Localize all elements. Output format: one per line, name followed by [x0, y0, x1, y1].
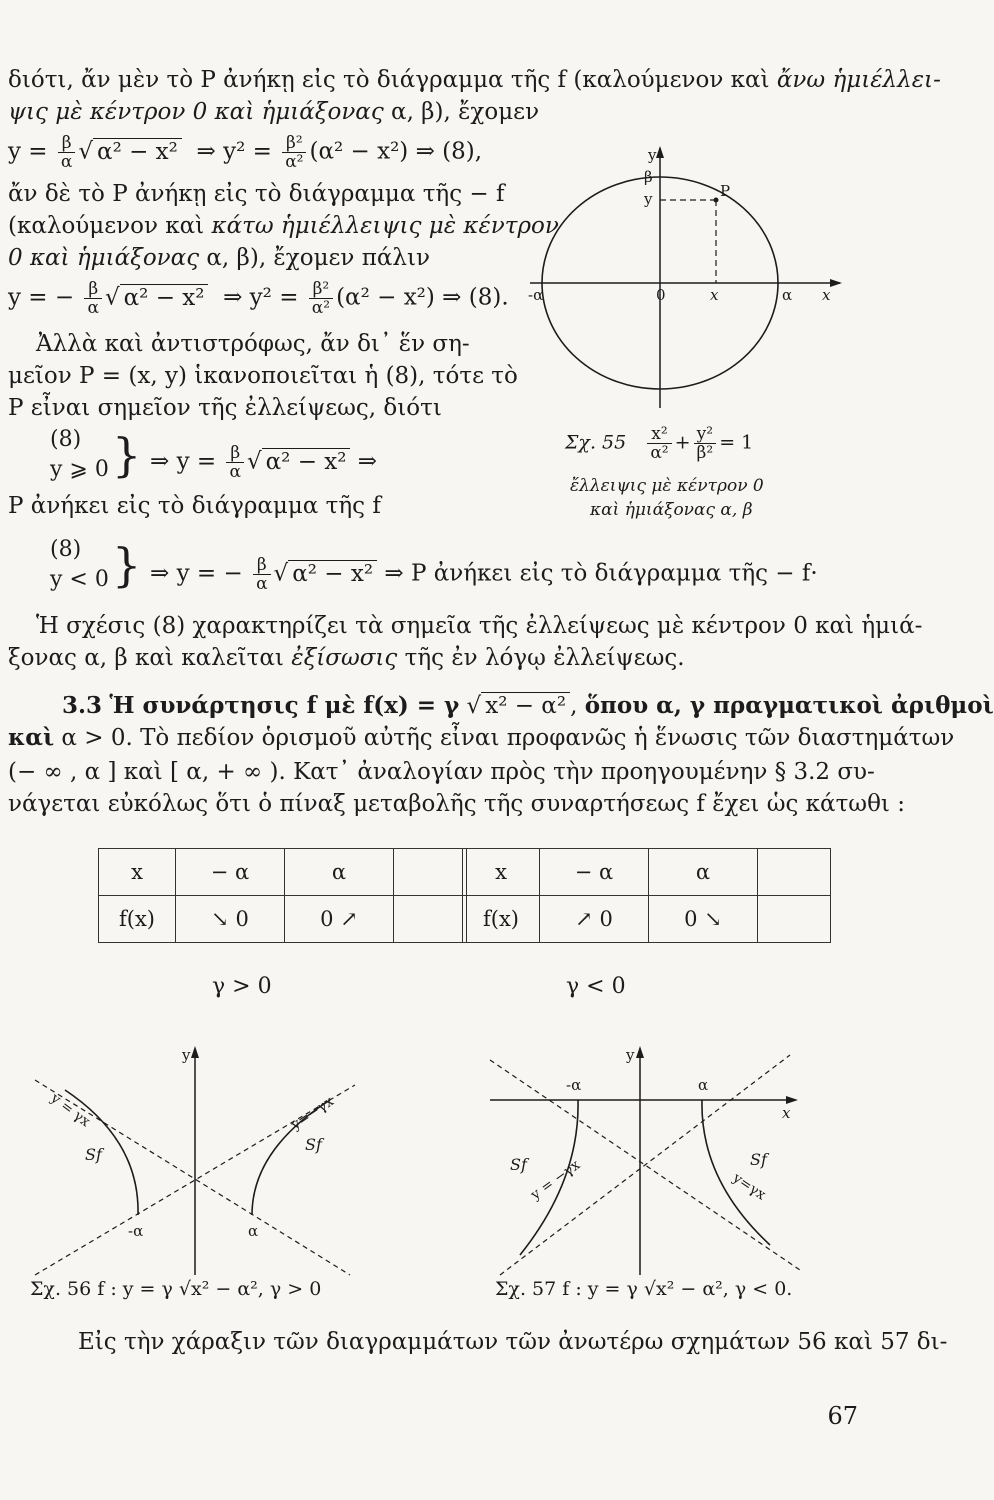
text-line: P ἀνήκει εἰς τὸ διάγραμμα τῆς f — [8, 493, 381, 519]
label-line1: y = γx — [47, 1090, 94, 1131]
text-line: 0 καὶ ἡμιάξονας α, β), ἔχομεν πάλιν — [8, 245, 430, 271]
figure-57-caption: Σχ. 57 f : y = γ √x² − α², γ < 0. — [495, 1278, 793, 1300]
figure-56 — [20, 1040, 380, 1280]
label-alpha: α — [248, 1222, 259, 1240]
label-alpha: α — [698, 1076, 709, 1094]
table-cell: α — [285, 849, 394, 896]
table-cell: ↗ 0 — [540, 896, 649, 943]
figure-55-caption: Σχ. 55 $\frac{\text{x²}}{\text{α²}}$ + $\frac{\text{y²}}{\text{β²}}$ = 1 — [565, 424, 754, 463]
label-line2: y=−γx — [288, 1093, 337, 1134]
label-line2: y=γx — [729, 1170, 769, 1204]
label-y: y — [648, 146, 657, 164]
label-minus-alpha: -α — [128, 1222, 144, 1240]
x-axis-arrow — [830, 279, 842, 287]
section-heading: 3.3 Ἡ συνάρτησις f μὲ f(x) = γ √ x² − α² , ὅπου α, γ πραγματικοὶ ἀριθμοὶ — [62, 692, 994, 719]
point-P — [714, 198, 719, 203]
table-cell: − α — [540, 849, 649, 896]
label-Sf-left: Sf — [510, 1155, 527, 1174]
label-x: x — [782, 1104, 791, 1122]
table-cell — [394, 896, 467, 943]
page-number: 67 — [827, 1402, 858, 1430]
table-cell: x — [99, 849, 176, 896]
table-cell: α — [649, 849, 758, 896]
label-y: y — [626, 1046, 635, 1064]
label-ycoord: y — [644, 190, 653, 208]
equation-2: y = − $\frac{\beta}{\alpha}$ √ α² − x² ⇒ y² = $\frac{\text{β²}}{\text{α²}}$ (α² − x²) ⇒ (8). — [8, 279, 509, 318]
y-axis-arrow — [191, 1046, 199, 1058]
text-line: ἄν δὲ τὸ P ἀνήκῃ εἰς τὸ διάγραμμα τῆς − f — [8, 181, 505, 207]
label-x: x — [710, 286, 719, 304]
label-P: P — [720, 182, 731, 200]
condition-block-1: (8) y ⩾ 0 — [50, 427, 109, 482]
table-cell — [394, 849, 467, 896]
text-line: Εἰς τὴν χάραξιν τῶν διαγραμμάτων τῶν ἀνωτέρω σχημάτων 56 καὶ 57 δι- — [78, 1329, 948, 1355]
table-cell — [758, 896, 831, 943]
text-line: P εἶναι σημεῖον τῆς ἐλλείψεως, διότι — [8, 395, 442, 421]
label-xaxis: x — [822, 286, 831, 304]
x-axis-arrow — [786, 1096, 798, 1104]
y-axis-arrow — [636, 1046, 644, 1058]
text-line: καὶ α > 0. Τὸ πεδίον ὁρισμοῦ αὐτῆς εἶναι προφανῶς ἡ ἕνωσις τῶν διαστημάτων — [8, 724, 955, 751]
table-cell: f(x) — [463, 896, 540, 943]
figure-56-caption: Σχ. 56 f : y = γ √x² − α², γ > 0 — [30, 1278, 322, 1300]
table-cell: 0 ↘ — [649, 896, 758, 943]
equation-1: y = $\frac{\beta}{\alpha}$ √ α² − x² ⇒ y² = $\frac{\text{β²}}{\text{α²}}$ (α² − x²) ⇒ (8), — [8, 133, 483, 172]
label-Sf-left: Sf — [85, 1145, 102, 1164]
label-y: y — [182, 1046, 191, 1064]
label-origin: 0 — [656, 286, 666, 304]
text-line: ψις μὲ κέντρον 0 καὶ ἡμιάξονας α, β), ἔχομεν — [8, 99, 540, 125]
table-label-gamma-negative: γ < 0 — [566, 974, 626, 999]
text-line: νάγεται εὐκόλως ὅτι ὁ πίναξ μεταβολῆς τῆς συναρτήσεως f ἔχει ὡς κάτωθι : — [8, 791, 905, 817]
figure-55-caption-line2: ἔλλειψις μὲ κέντρον 0 — [570, 476, 764, 496]
figure-57 — [480, 1040, 840, 1280]
label-Sf-right: Sf — [750, 1150, 767, 1169]
figure-55-caption-line3: καὶ ἡμιάξονας α, β — [590, 500, 753, 520]
text-line: ξονας α, β καὶ καλεῖται ἐξίσωσις τῆς ἐν λόγῳ ἐλλείψεως. — [8, 645, 685, 671]
text-line: μεῖον P = (x, y) ἱκανοποιεῖται ἡ (8), τότε τὸ — [8, 363, 518, 389]
table-cell: 0 ↗ — [285, 896, 394, 943]
table-cell: ↘ 0 — [176, 896, 285, 943]
y-axis-arrow — [656, 146, 664, 158]
implication-2: ⇒ y = − $\frac{\beta}{\alpha}$ √ α² − x² ⇒ P ἀνήκει εἰς τὸ διάγραμμα τῆς − f· — [150, 555, 818, 594]
table-label-gamma-positive: γ > 0 — [212, 974, 272, 999]
text-line: (καλούμενον καὶ κάτω ἡμιέλλειψις μὲ κέντρον — [8, 213, 559, 239]
condition-block-2: (8) y < 0 — [50, 537, 109, 592]
table-cell — [758, 849, 831, 896]
figure-55-ellipse — [520, 140, 850, 420]
label-minus-alpha: -α — [566, 1076, 582, 1094]
asymptote-1 — [500, 1055, 790, 1275]
table-cell: f(x) — [99, 896, 176, 943]
brace: } — [112, 428, 142, 482]
text-line: Ἀλλὰ καὶ ἀντιστρόφως, ἄν δι᾽ ἕν ση- — [36, 331, 470, 357]
table-cell: − α — [176, 849, 285, 896]
label-beta: β — [644, 168, 653, 186]
variation-table-gamma-negative — [462, 848, 831, 943]
variation-table-gamma-positive — [98, 848, 467, 943]
brace: } — [112, 538, 142, 592]
label-line1: y = −γx — [527, 1157, 584, 1204]
text-line: διότι, ἄν μὲν τὸ P ἀνήκῃ εἰς τὸ διάγραμμα τῆς f (καλούμενον καὶ ἄνω ἡμιέλλει- — [8, 67, 941, 93]
label-alpha: α — [782, 286, 793, 304]
text-line: Ἡ σχέσις (8) χαρακτηρίζει τὰ σημεῖα τῆς ἐλλείψεως μὲ κέντρον 0 καὶ ἡμιά- — [36, 613, 923, 639]
implication-1: ⇒ y = $\frac{\beta}{\alpha}$ √ α² − x² ⇒ — [150, 443, 378, 482]
label-minus-alpha: -α — [528, 286, 544, 304]
table-cell: x — [463, 849, 540, 896]
text-line: (− ∞ , α ] καὶ [ α, + ∞ ). Κατ᾽ ἀναλογίαν πρὸς τὴν προηγουμένην § 3.2 συ- — [8, 759, 875, 785]
label-Sf-right: Sf — [305, 1135, 322, 1154]
